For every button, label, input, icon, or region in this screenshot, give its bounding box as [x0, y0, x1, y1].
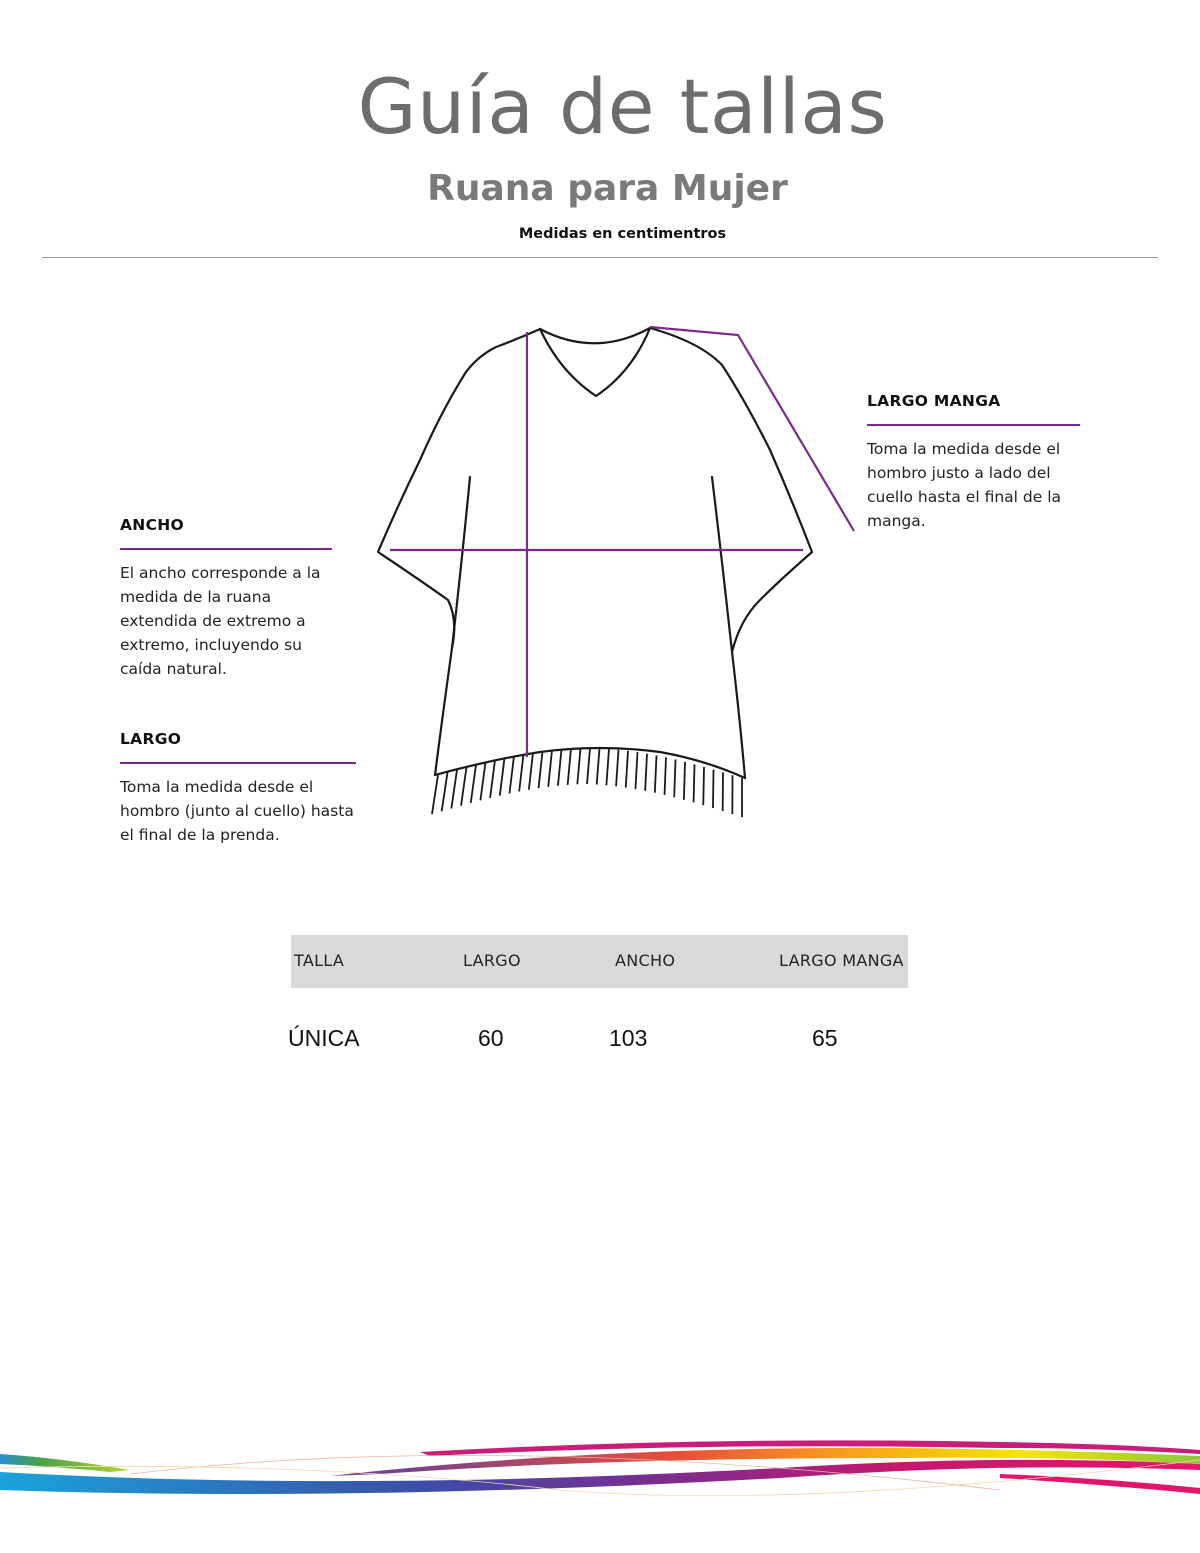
- note-ancho-rule: [120, 548, 332, 550]
- cell-largo: 60: [478, 1025, 504, 1051]
- fringe-strand: [587, 748, 590, 784]
- left-side: [435, 477, 470, 775]
- units-note: Medidas en centimentros: [518, 226, 727, 242]
- note-largo-manga-rule: [867, 424, 1080, 426]
- fringe-strand: [616, 750, 618, 787]
- left-outline: [378, 329, 540, 648]
- fringe-strand: [442, 772, 448, 811]
- fringe-strand: [684, 762, 685, 800]
- right-outline: [540, 328, 812, 652]
- fringe-strand: [577, 748, 580, 784]
- fringe-strand: [674, 760, 675, 798]
- v-neck: [540, 328, 650, 396]
- cell-largo-manga: 65: [812, 1025, 838, 1051]
- fringe-strand: [509, 756, 514, 794]
- fringe-strand: [635, 752, 637, 789]
- note-ancho-title: ANCHO: [120, 516, 184, 534]
- fringe-strand: [597, 748, 600, 784]
- note-largo-manga-title: LARGO MANGA: [867, 392, 1001, 410]
- fringe-strand: [694, 764, 695, 802]
- fringe-strand: [519, 754, 523, 791]
- ruana-illustration: [370, 318, 870, 818]
- column-header-talla: TALLA: [294, 951, 345, 970]
- note-largo: [120, 730, 370, 847]
- note-largo-title: LARGO: [120, 730, 182, 748]
- page-title: Guía de tallas: [357, 62, 888, 151]
- fringe-strand: [665, 757, 666, 795]
- cell-talla: ÚNICA: [288, 1025, 360, 1051]
- note-largo-manga: [867, 392, 1080, 533]
- fringe-strand: [529, 753, 533, 790]
- largo-manga-measure-line: [650, 327, 854, 531]
- note-largo-rule: [120, 762, 356, 764]
- fringe-strand: [548, 750, 552, 787]
- fringe-strand: [432, 775, 438, 814]
- fringe-strand: [713, 770, 714, 808]
- note-largo-manga-text: Toma la medida desde el hombro justo a lado del cuello hasta el final de la manga.: [867, 440, 1061, 530]
- fringe-strand: [451, 770, 457, 809]
- column-header-ancho: ANCHO: [615, 951, 676, 970]
- fringe-strand: [655, 755, 657, 792]
- fringe-strand: [568, 749, 571, 785]
- page-subtitle: Ruana para Mujer: [427, 168, 788, 209]
- note-ancho: [120, 516, 332, 681]
- fringe-strand: [558, 749, 562, 786]
- note-ancho-text: El ancho corresponde a la medida de la ruana extendida de extremo a extremo, incluyendo su caída natural.: [120, 564, 321, 678]
- fringe-strand: [626, 751, 628, 788]
- fringe-strand: [461, 767, 466, 805]
- fringe-strand: [606, 749, 609, 785]
- fringe: [432, 748, 742, 817]
- fringe-strand: [490, 760, 495, 798]
- fringe-strand: [703, 767, 704, 805]
- header-divider: [42, 257, 1158, 258]
- column-header-largo: LARGO: [463, 951, 521, 970]
- fringe-strand: [539, 751, 543, 788]
- note-largo-text: Toma la medida desde el hombro (junto al cuello) hasta el final de la prenda.: [120, 778, 354, 844]
- fringe-strand: [500, 758, 505, 796]
- fringe-strand: [471, 765, 476, 803]
- cell-ancho: 103: [609, 1025, 648, 1051]
- column-header-largo-manga: LARGO MANGA: [779, 951, 904, 970]
- fringe-strand: [480, 762, 485, 800]
- rainbow-swoosh-decoration: [0, 1430, 1200, 1520]
- fringe-strand: [645, 754, 647, 791]
